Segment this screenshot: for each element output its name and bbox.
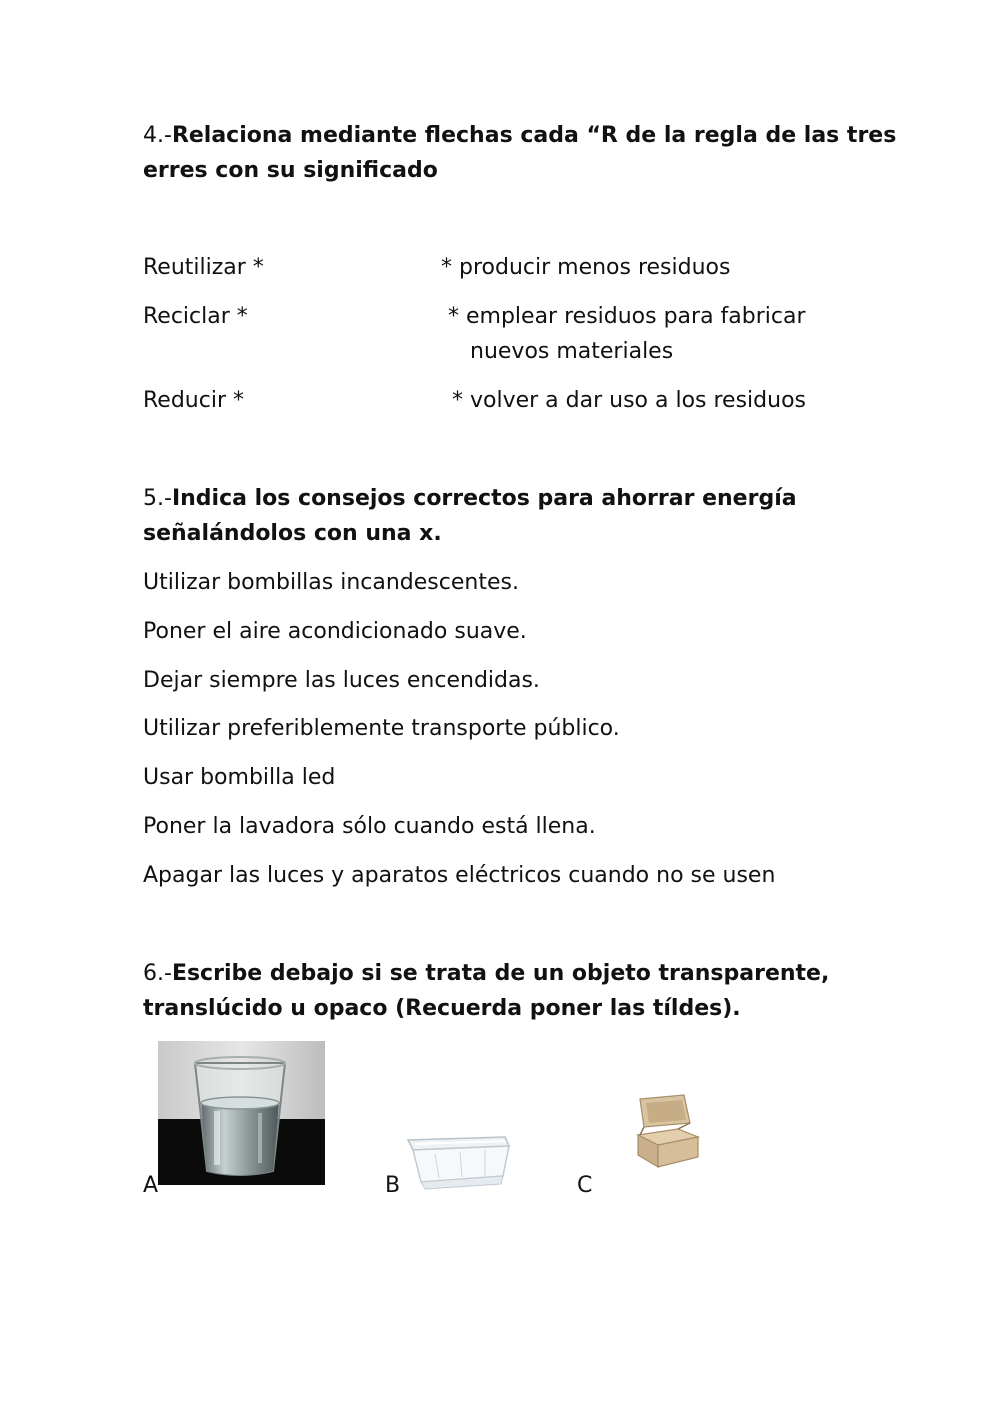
q4-right-volver[interactable]: * volver a dar uso a los residuos <box>452 388 806 413</box>
q5-item[interactable]: Apagar las luces y aparatos eléctricos cuando no se usen <box>143 863 776 888</box>
q4-right-emplear-cont: nuevos materiales <box>470 339 674 364</box>
q6-number: 6.- <box>143 961 172 986</box>
q5-title-line1: Indica los consejos correctos para ahorrar energía <box>171 486 797 511</box>
q5-item[interactable]: Utilizar bombillas incandescentes. <box>143 570 519 595</box>
q6-heading-line2 <box>143 991 741 1026</box>
q4-right-producir[interactable]: * producir menos residuos <box>441 255 731 280</box>
q6-label-b: B <box>385 1173 401 1198</box>
q6-title-line1: Escribe debajo si se trata de un objeto transparente, <box>171 961 830 986</box>
q4-left-reducir[interactable]: Reducir * <box>143 388 244 413</box>
q4-left-reutilizar[interactable]: Reutilizar * <box>143 255 264 280</box>
q5-title-line2: señalándolos con una x. <box>143 521 442 546</box>
q5-item[interactable]: Poner el aire acondicionado suave. <box>143 619 527 644</box>
q4-right-emplear[interactable]: * emplear residuos para fabricar <box>448 304 806 329</box>
plastic-box-image <box>405 1132 511 1190</box>
q4-heading-line2 <box>143 153 438 188</box>
q5-number: 5.- <box>143 486 172 511</box>
wooden-box-image <box>634 1093 700 1169</box>
q4-title-line1: Relaciona mediante flechas cada “R de la regla de las tres <box>171 123 897 148</box>
q5-item[interactable]: Usar bombilla led <box>143 765 336 790</box>
q5-heading <box>143 481 797 516</box>
q5-heading-line2 <box>143 516 442 551</box>
q6-heading <box>143 956 829 991</box>
q6-title-line2: translúcido u opaco (Recuerda poner las tíldes). <box>143 996 741 1021</box>
q5-item[interactable]: Dejar siempre las luces encendidas. <box>143 668 540 693</box>
q5-item[interactable]: Utilizar preferiblemente transporte público. <box>143 716 620 741</box>
q4-number: 4.- <box>143 123 172 148</box>
q4-left-reciclar[interactable]: Reciclar * <box>143 304 248 329</box>
q4-title-line2: erres con su significado <box>143 158 438 183</box>
q5-item[interactable]: Poner la lavadora sólo cuando está llena. <box>143 814 596 839</box>
q4-heading <box>143 118 896 153</box>
glass-of-water-image <box>158 1041 325 1185</box>
q6-label-c: C <box>577 1173 593 1198</box>
q6-label-a: A <box>143 1173 159 1198</box>
